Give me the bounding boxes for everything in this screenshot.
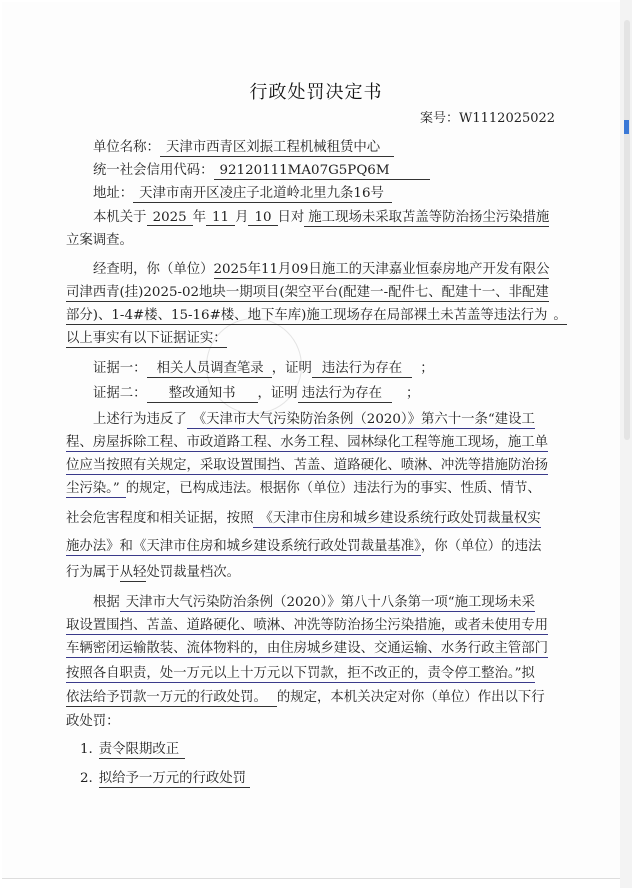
credit-line <box>93 162 430 180</box>
violation-text-4-tail: 的规定，已构成违法。根据你（单位）违法行为的事实、性质、情节、 <box>125 481 541 496</box>
intro-day: 10 <box>248 210 277 226</box>
violation-line-3 <box>66 457 548 475</box>
finding-line-2 <box>66 284 549 302</box>
intro-month: 11 <box>206 210 235 226</box>
violation-text-4: 尘污染。” <box>66 481 126 498</box>
penalty-number: 2. <box>80 771 93 786</box>
intro-tail: 立案调查。 <box>66 233 133 248</box>
intro-year: 2025 <box>147 210 193 226</box>
basis-text-4: 按照各自职责，处一万元以上十万元以下罚款，拒不改正的，责令停工整治。”拟 <box>66 666 535 681</box>
finding-text-2: 司津西青(挂)2025-02地块一期项目(架空平台(配建一-配件七、配建十一、非配建 <box>66 285 549 300</box>
document-title: 行政处罚决定书 <box>249 82 383 103</box>
violation-line-5 <box>66 510 541 528</box>
violation-text-5: 社会危害程度和相关证据，按照 <box>66 511 254 526</box>
penalty-text: 拟给予一万元的行政处罚 <box>99 771 250 788</box>
evidence-label: 证据二： <box>93 386 147 401</box>
basis-lead: 根据 <box>93 595 120 610</box>
evidence-end: ； <box>420 361 434 376</box>
basis-line-5 <box>66 689 545 707</box>
evidence-mid: ，证明 <box>257 386 298 401</box>
address-value: 天津市南开区凌庄子北道岭北里九条16号 <box>133 186 392 203</box>
violation-line-4 <box>66 480 541 498</box>
evidence-name: 相关人员调查笔录 <box>147 361 272 378</box>
penalty-number: 1. <box>80 742 93 757</box>
penalty-text: 责令限期改正 <box>99 742 185 759</box>
intro-line <box>93 209 549 227</box>
credit-label: 统一社会信用代码： <box>93 163 214 178</box>
finding-text-4: 以上事实有以下证据证实： <box>66 331 227 346</box>
evidence-proof: 违法行为存在 <box>312 361 412 378</box>
violation-line-6 <box>66 538 541 556</box>
finding-text-1: 2025年11月09日施工的天津嘉业恒泰房地产开发有限公 <box>213 262 550 277</box>
violation-line-2 <box>66 434 548 452</box>
violation-text-5-law: 《天津市住房和城乡建设系统行政处罚裁量权实 <box>253 511 540 528</box>
basis-text-3: 车辆密闭运输散装、流体物料的，由住房城乡建设、交通运输、水务行政主管部门 <box>66 641 549 656</box>
penalty-item <box>80 741 185 759</box>
violation-text-6-tail: ，你（单位）的违法 <box>420 539 542 554</box>
finding-line-4 <box>66 330 227 348</box>
case-number: 案号：W1112025022 <box>420 111 556 126</box>
violation-text-1: 《天津市大气污染防治条例（2020）》第六十一条“建设工 <box>187 412 535 429</box>
evidence-mid: ，证明 <box>271 361 312 376</box>
intro-month-unit: 月 <box>235 210 249 225</box>
violation-text-3: 位应当按照有关规定，采取设置围挡、苫盖、道路硬化、喷淋、冲洗等措施防治扬 <box>66 458 549 473</box>
vertical-scrollbar[interactable] <box>620 0 632 888</box>
intro-year-unit: 年 <box>192 210 207 225</box>
credit-code: 92120111MA07G5PQ6M <box>214 163 430 180</box>
evidence-row <box>93 385 419 403</box>
basis-line-4 <box>66 665 535 683</box>
basis-line-3 <box>66 640 548 658</box>
scroll-position-marker <box>624 120 629 134</box>
violation-text-7: 行为属于 <box>66 565 120 580</box>
basis-text-5: 依法给予罚款一万元的行政处罚。 <box>66 690 277 707</box>
finding-lead: 经查明，你（单位） <box>93 262 214 277</box>
basis-line-1 <box>93 594 535 612</box>
unit-name: 天津市西青区刘振工程机械租赁中心 <box>160 140 394 157</box>
finding-text-3-end: 。 <box>547 308 566 325</box>
address-label: 地址： <box>93 186 134 201</box>
violation-line-1 <box>93 411 535 429</box>
basis-text-2: 取设置围挡、苫盖、道路硬化、喷淋、冲洗等防治扬尘污染措施，或者未使用专用 <box>66 618 549 633</box>
finding-line-1 <box>93 261 549 279</box>
intro-matter: 施工现场未采取苫盖等防治扬尘污染措施 <box>304 210 549 227</box>
evidence-proof: 违法行为存在 <box>298 386 392 403</box>
violation-text-2: 程、房屋拆除工程、市政道路工程、水务工程、园林绿化工程等施工现场，施工单 <box>66 435 549 450</box>
basis-text-5-tail: 的规定，本机关决定对你（单位）作出以下行 <box>276 690 545 705</box>
violation-line-7 <box>66 564 240 582</box>
unit-label: 单位名称： <box>93 140 160 155</box>
violation-lead: 上述行为违反了 <box>93 412 187 427</box>
finding-text-3: 部分)、1-4#楼、15-16#楼、地下车库)施工现场存在局部裸土未苫盖等违法行为 <box>66 308 548 323</box>
finding-line-3 <box>66 307 567 325</box>
address-line <box>93 185 392 203</box>
unit-line <box>93 139 394 157</box>
basis-text-1: 天津市大气污染防治条例（2020）》第八十八条第一项“施工现场未采 <box>120 595 535 612</box>
evidence-name: 整改通知书 <box>147 386 258 403</box>
violation-text-6-law: 施办法》和《天津市住房和城乡建设系统行政处罚裁量基准》 <box>66 539 421 554</box>
violation-text-7-tail: 处罚裁量档次。 <box>146 565 241 580</box>
basis-line-6: 政处罚： <box>66 714 120 729</box>
evidence-row <box>93 360 434 378</box>
intro-prefix: 本机关于 <box>93 210 147 225</box>
evidence-end: ； <box>406 386 420 401</box>
basis-line-2 <box>66 617 548 635</box>
penalty-grade: 从轻 <box>119 565 147 580</box>
penalty-item <box>80 770 250 788</box>
evidence-label: 证据一： <box>93 361 147 376</box>
intro-day-unit: 日对 <box>277 210 305 225</box>
